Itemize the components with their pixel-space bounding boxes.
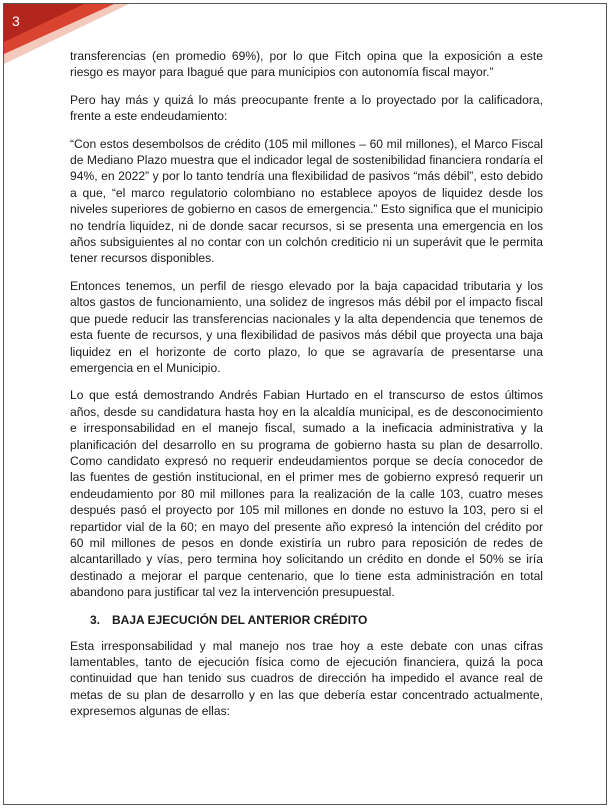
paragraph-5: Lo que está demostrando Andrés Fabian Hurtado en el transcurso de estos últimos años, desde su candidatura hasta hoy en la alcaldía municipal, es de desconocimiento e irresponsabilidad en el manejo fiscal, sumado a la ineficacia administrativa y la planificación del desarrollo en su programa de gobierno hasta su plan de desarrollo. Como candidato expresó no requerir endeudamientos porque se decía conocedor de las fuentes de gestión institucional, en el primer mes de gobierno expresó requerir un endeudamiento por 80 mil millones para la realización de la calle 103, cuatro meses después pasó el proyecto por 105 mil millones en donde no estuvo la 103, pero si el repartidor vial de la 60; en mayo del presente año expresó la intención del crédito por 60 mil millones de pesos en donde existiría un rubro para reposición de redes de alcantarillado y vías, pero termina hoy solicitando un crédito en donde el 50% se iría destinado a mejorar el parque centenario, que lo tiene esta administración en total abandono para justificar tal vez la intervención presupuestal. — [70, 388, 543, 600]
paragraph-6: Esta irresponsabilidad y mal manejo nos trae hoy a este debate con unas cifras lamentables, tanto de ejecución física como de ejecución financiera, quizá la poca continuidad que han tenido sus cuadros de dirección ha impedido el avance real de metas de su plan de desarrollo y en las que debería estar concentrado actualmente, expresemos algunas de ellas: — [70, 638, 543, 719]
paragraph-2: Pero hay más y quizá lo más preocupante frente a lo proyectado por la calificadora, frente a este endeudamiento: — [70, 92, 543, 124]
paragraph-1: transferencias (en promedio 69%), por lo que Fitch opina que la exposición a este riesgo es mayor para Ibagué que para municipios con autonomía fiscal mayor.” — [70, 49, 543, 80]
section-heading — [90, 612, 543, 628]
page-number: 3 — [12, 13, 20, 29]
section-title: BAJA EJECUCIÓN DEL ANTERIOR CRÉDITO — [112, 612, 368, 627]
section-number: 3. — [90, 612, 101, 627]
paragraph-3-quote: “Con estos desembolsos de crédito (105 mil millones – 60 mil millones), el Marco Fiscal de Mediano Plazo muestra que el indicador legal de sostenibilidad financiera rondaría el 94%, en 2022” y por lo tanto tendría una flexibilidad de pasivos “más débil”, esto debido a que, “el marco regulatorio colombiano no establece apoyos de liquidez desde los niveles superiores de gobierno en casos de emergencia.” Esto significa que el municipio no tendría liquidez, ni de donde sacar recursos, si se presenta una emergencia en los años subsiguientes al no contar con un colchón crediticio ni un superávit que le permita tener recursos disponibles. — [70, 136, 543, 266]
document-body — [70, 48, 543, 731]
document-page — [3, 3, 607, 805]
paragraph-4: Entonces tenemos, un perfil de riesgo elevado por la baja capacidad tributaria y los altos gastos de funcionamiento, una solidez de ingresos más débil por el impacto fiscal que puede reducir las transferencias nacionales y la alta dependencia que tenemos de esta fuente de recursos, y una flexibilidad de pasivos más débil que proyecta una baja liquidez en el horizonte de corto plazo, lo que se agravaría de presentarse una emergencia en el Municipio. — [70, 278, 543, 375]
